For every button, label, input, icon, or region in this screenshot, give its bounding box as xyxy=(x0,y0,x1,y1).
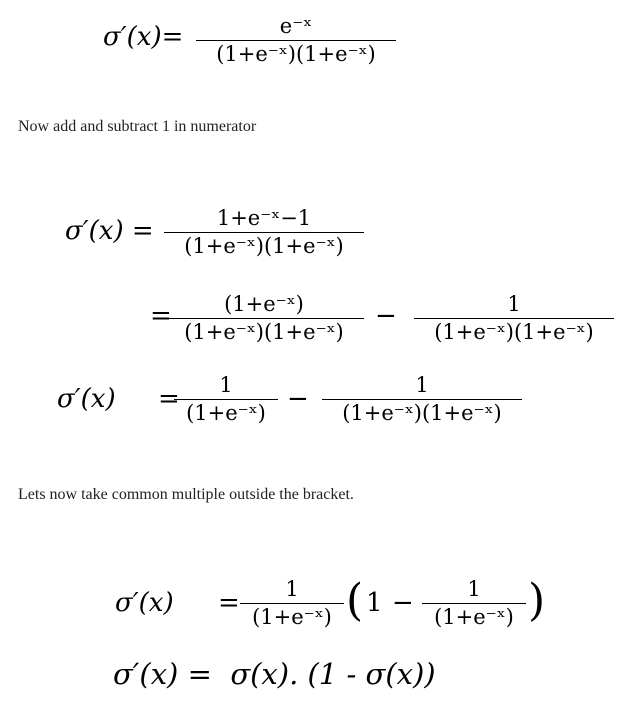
eq3-fraction-bar-2 xyxy=(414,318,614,319)
eq2-fraction-bar xyxy=(164,232,364,233)
eq2-numerator: 1+e⁻ˣ−1 xyxy=(216,206,312,230)
eq5-fraction-2 xyxy=(422,577,526,629)
eq2-fraction xyxy=(164,206,364,258)
eq5-denominator-2: (1+e⁻ˣ) xyxy=(434,605,514,629)
eq3-fraction-2 xyxy=(414,292,614,344)
eq5-one: 1 xyxy=(366,588,383,618)
explanation-line-2: Lets now take common multiple outside the bracket. xyxy=(18,486,354,503)
eq4-minus: − xyxy=(287,384,309,414)
eq1-denominator: (1+e⁻ˣ)(1+e⁻ˣ) xyxy=(216,42,376,66)
eq3-equals: = xyxy=(150,301,172,331)
eq5-close-paren: ) xyxy=(528,575,546,626)
eq5-lhs: σ′(x) xyxy=(115,588,174,618)
eq3-numerator-1: (1+e⁻ˣ) xyxy=(224,292,304,316)
eq6-result: σ′(x) = σ(x). (1 - σ(x)) xyxy=(113,657,436,691)
eq3-denominator-2: (1+e⁻ˣ)(1+e⁻ˣ) xyxy=(434,320,594,344)
eq1-fraction xyxy=(196,14,396,66)
eq4-fraction-1 xyxy=(174,373,278,425)
eq5-fraction-bar-1 xyxy=(240,603,344,604)
eq3-fraction-bar-1 xyxy=(164,318,364,319)
eq3-denominator-1: (1+e⁻ˣ)(1+e⁻ˣ) xyxy=(184,320,344,344)
eq5-open-paren: ( xyxy=(346,575,364,626)
eq5-numerator-2: 1 xyxy=(467,577,481,601)
eq1-numerator: e⁻ˣ xyxy=(279,14,313,38)
eq5-denominator-1: (1+e⁻ˣ) xyxy=(252,605,332,629)
eq3-minus: − xyxy=(375,301,397,331)
eq2-lhs: σ′(x) = xyxy=(65,216,154,246)
eq4-numerator-2: 1 xyxy=(415,373,429,397)
eq4-fraction-bar-1 xyxy=(174,399,278,400)
eq4-equals: = xyxy=(158,384,180,414)
eq5-fraction-bar-2 xyxy=(422,603,526,604)
eq5-minus: − xyxy=(392,588,414,618)
eq5-equals: = xyxy=(218,588,240,618)
eq3-fraction-1 xyxy=(164,292,364,344)
eq4-fraction-bar-2 xyxy=(322,399,522,400)
eq4-fraction-2 xyxy=(322,373,522,425)
explanation-line-1: Now add and subtract 1 in numerator xyxy=(18,118,257,135)
eq4-numerator-1: 1 xyxy=(219,373,233,397)
eq4-lhs: σ′(x) xyxy=(57,384,116,414)
eq1-lhs: σ′(x)= xyxy=(103,22,184,52)
eq1-fraction-bar xyxy=(196,40,396,41)
eq2-denominator: (1+e⁻ˣ)(1+e⁻ˣ) xyxy=(184,234,344,258)
eq5-numerator-1: 1 xyxy=(285,577,299,601)
eq4-denominator-2: (1+e⁻ˣ)(1+e⁻ˣ) xyxy=(342,401,502,425)
eq3-numerator-2: 1 xyxy=(507,292,521,316)
eq4-denominator-1: (1+e⁻ˣ) xyxy=(186,401,266,425)
eq5-fraction-1 xyxy=(240,577,344,629)
